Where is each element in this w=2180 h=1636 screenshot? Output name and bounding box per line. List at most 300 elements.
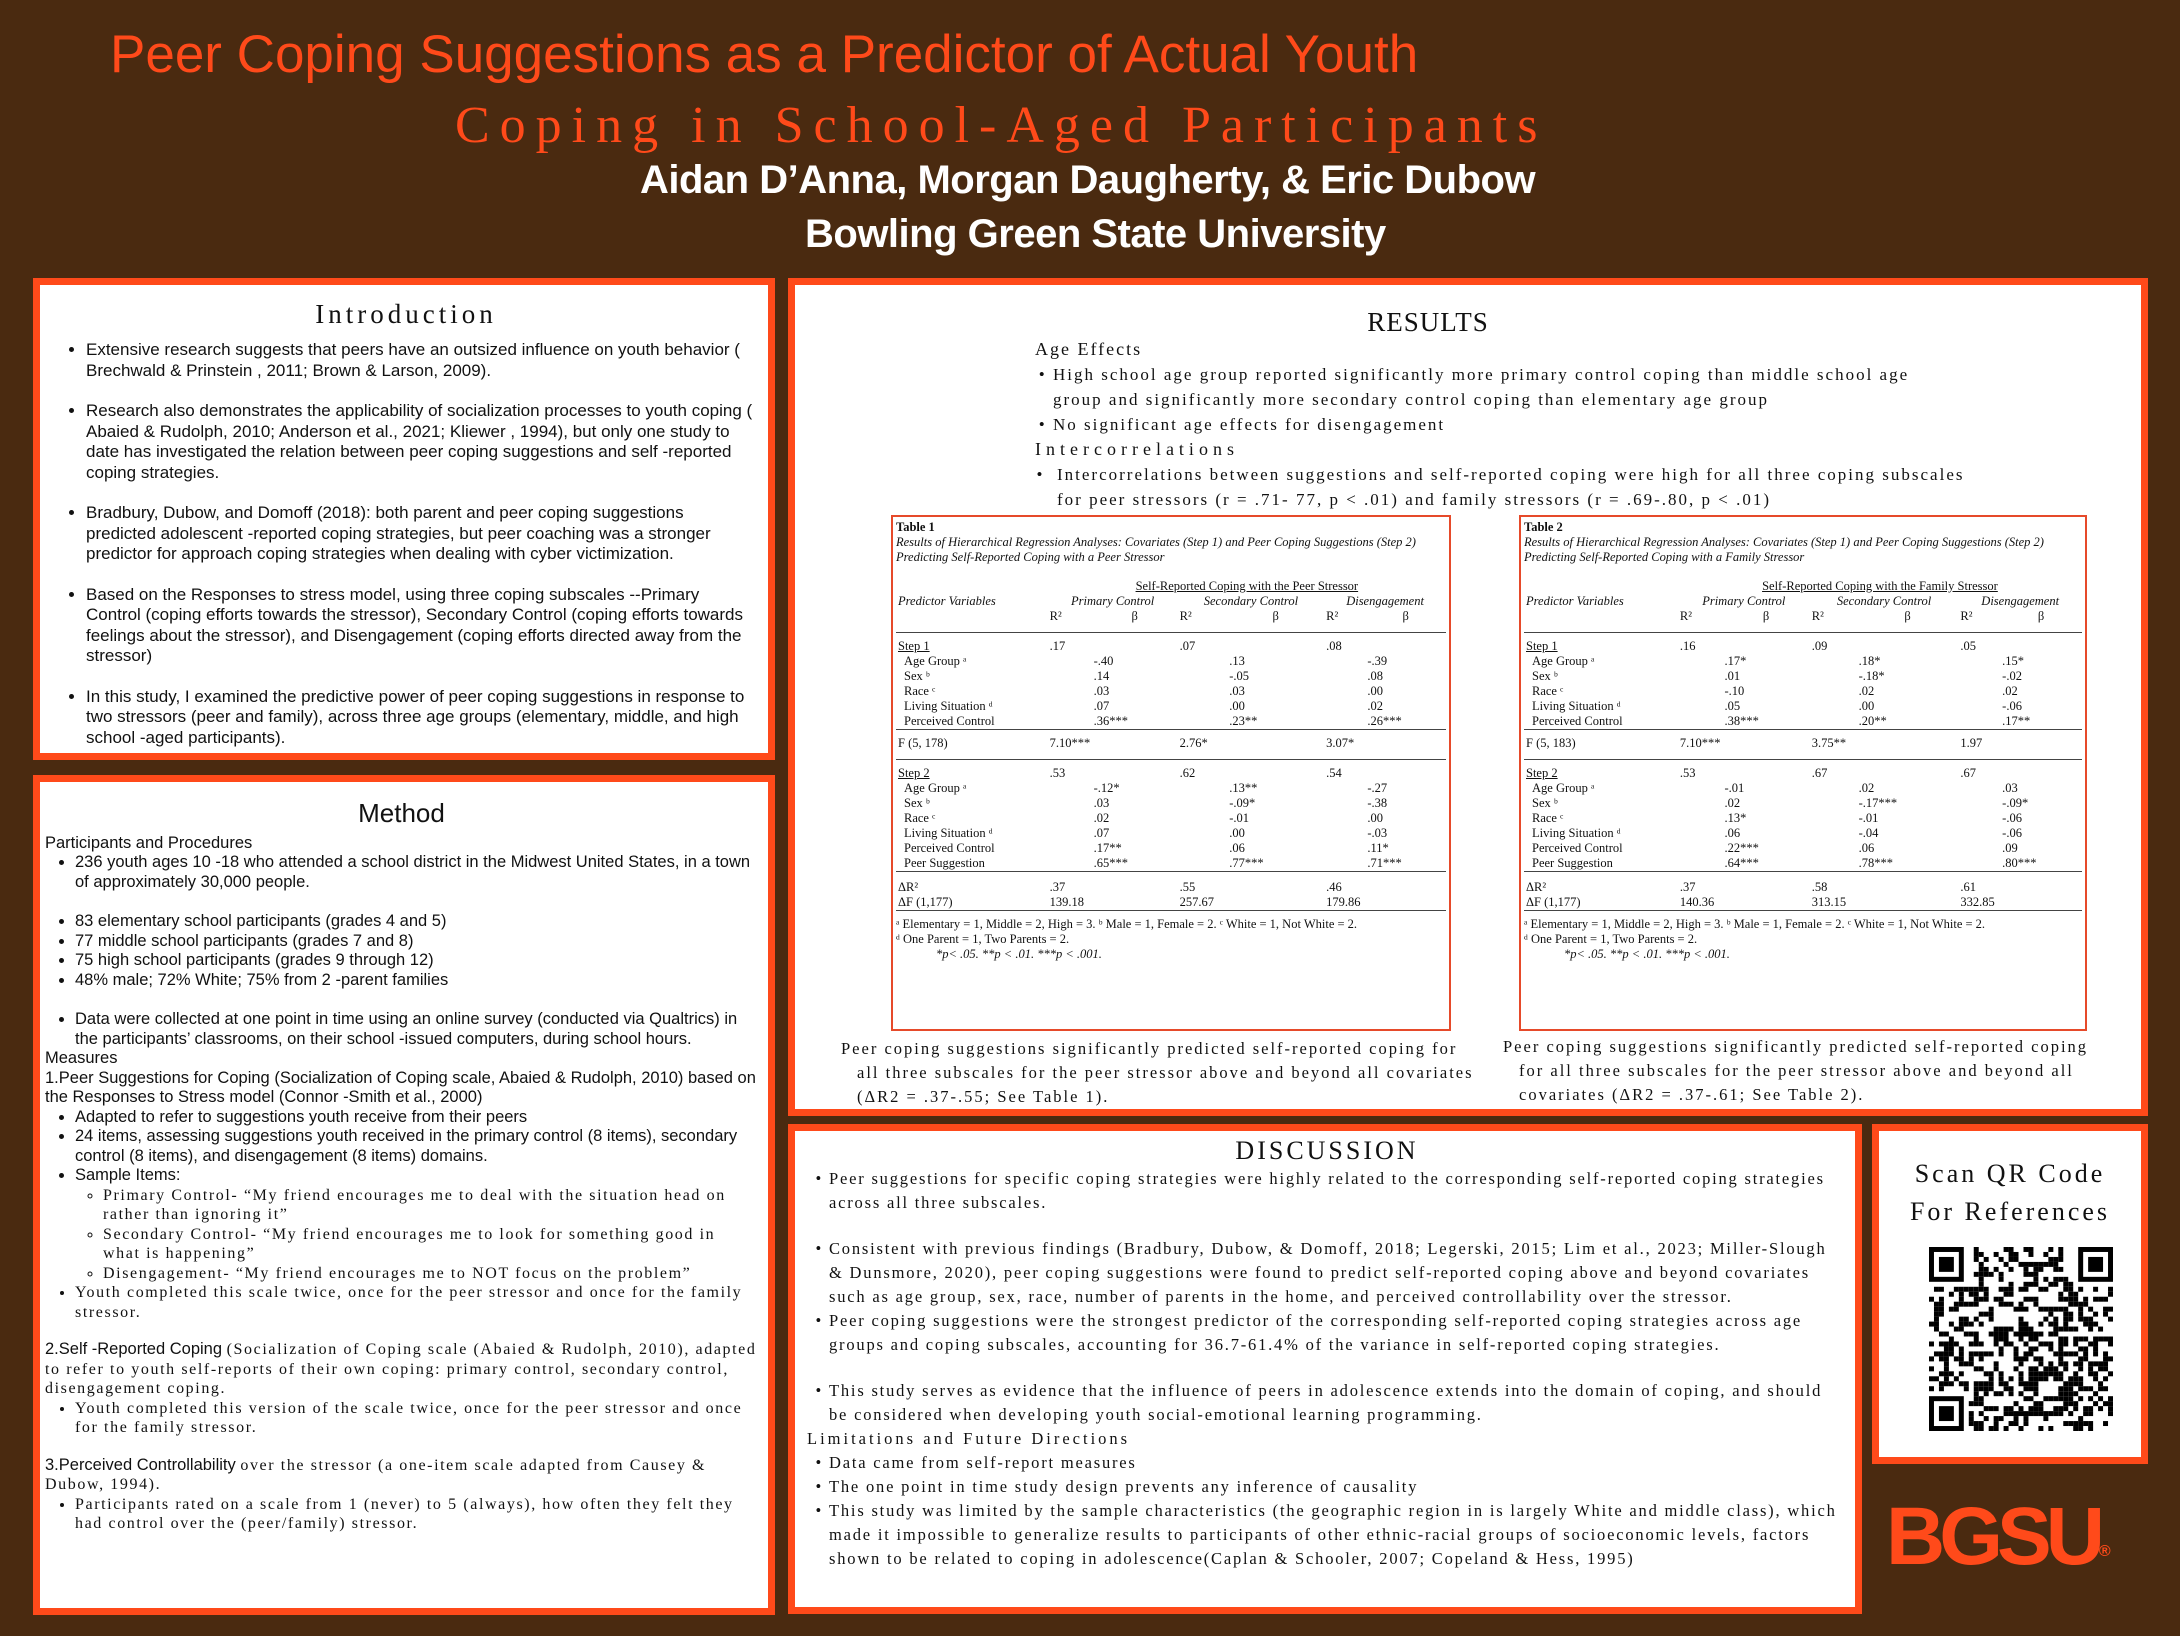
table-cell: .02 [1093,811,1110,825]
list-item: ◦ Primary Control- “My friend encourages me to deal with the situation head on rather than ignoring it” [103,1186,758,1225]
title-line-1: Peer Coping Suggestions as a Predictor of Actual Youth [110,25,1419,84]
table-cell [1678,856,1723,872]
table-cell: .61 [1958,872,2082,896]
table-cell: 3.07* [1324,730,1446,760]
table-cell [1048,714,1092,730]
age-effects-heading: Age Effects [1035,339,1143,359]
table-cell: β [1402,609,1409,623]
table-cell [1678,654,1723,669]
table-2-label: Table 2 [1524,520,1563,534]
bgsu-logo [1886,1490,2111,1582]
discussion-panel [788,1124,1862,1614]
measure-1-bullets [45,1108,758,1186]
table-row [1524,684,2082,699]
table-cell: Perceived Control [1532,841,1623,855]
table-row [1524,826,2082,841]
table-row [896,699,1446,714]
table-cell [1958,841,2000,856]
list-item: • Data were collected at one point in time using an online survey (conducted via Qualtrics) in the participants’ classrooms, on their school -issued computers, during school hours. [75,1010,758,1049]
table-cell: -.01 [1724,781,1745,795]
table-cell: Race ᶜ [904,811,936,825]
table-cell [1227,633,1324,655]
measure-1-samples [45,1186,758,1284]
table-cell [1324,811,1365,826]
table-cell: .03 [1093,796,1110,810]
table-cell: Step 1 [896,633,1048,655]
table-row [896,872,1446,896]
table-cell [1810,811,1857,826]
table-cell [1178,811,1228,826]
table-cell: .80*** [2002,856,2037,870]
table-cell [1958,684,2000,699]
table-row [896,669,1446,684]
measure-2-bullets [45,1399,758,1438]
table-row [1524,730,2082,760]
table-row [1524,781,2082,796]
table-cell: ΔR² [896,872,1048,896]
table-1 [891,515,1451,1031]
table-cell: .67 [1958,760,2000,782]
table-cell: .65*** [1093,856,1129,870]
list-item: • This study serves as evidence that the influence of peers in adolescence extends into the domain of coping, and should be considered when developing youth social-emotional learning programming. [829,1379,1847,1427]
table-cell: .23** [1229,714,1258,728]
table-cell [1178,669,1228,684]
list-item: • The one point in time study design prevents any inference of causality [829,1475,1847,1499]
table-row [896,826,1446,841]
table-row [1524,654,2082,669]
table-cell: Self-Reported Coping with the Peer Stressor [1135,579,1359,593]
table-cell [896,609,1048,633]
list-item: • In this study, I examined the predictive power of peer coping suggestions in response to two stressors (peer and family), across three age groups (elementary, middle, and high school -aged participants). [86,687,754,749]
table-cell [1178,781,1228,796]
table-row [1524,796,2082,811]
table-cell [1678,781,1723,796]
table-cell: .00 [1229,699,1245,713]
table-cell: Living Situation ᵈ [904,699,993,713]
list-item: • Consistent with previous findings (Bradbury, Dubow, & Domoff, 2018; Legerski, 2015; Lim et al., 2023; Miller-Slough & Dunsmore, 2020), peer coping suggestions were found to predict self-reported coping above and beyond covariates such as age group, sex, race, number of parents in the home, and perceived controllability over the stressor. [829,1237,1847,1309]
method-panel [33,775,775,1615]
table-cell: -.05 [1229,669,1249,683]
table-cell [1048,796,1092,811]
table-cell [1678,669,1723,684]
table-cell: 179.86 [1326,895,1361,909]
table-cell: .00 [1229,826,1245,840]
table-cell [1810,856,1857,872]
table-cell: .05 [1958,633,2000,655]
table-cell: F (5, 183) [1524,730,1678,760]
table-cell: .11* [1367,841,1389,855]
table-cell [1810,796,1857,811]
list-item: ◦ Secondary Control- “My friend encourages me to look for something good in what is happening” [103,1225,758,1264]
table-cell: Peer Suggestion [904,856,985,870]
measure-2-desc: (Socialization of Coping scale (Abaied & Rudolph, 2010), adapted to refer to youth self-reports of their own coping: primary control, secondary control, disengagement coping. [45,1341,757,1397]
table-row [896,895,1446,911]
limitations-heading: Limitations and Future Directions [807,1429,1131,1448]
poster-header [0,0,2180,270]
table-cell: .06 [1229,841,1245,855]
table-cell: -.39 [1367,654,1388,668]
table-cell [1048,654,1092,669]
table-cell: -.12* [1093,781,1120,795]
table-cell: .37 [1678,872,1810,896]
measures-heading: Measures [45,1049,118,1067]
table-cell: .05 [1724,699,1741,713]
table-cell: 2.76* [1178,730,1325,760]
table-cell: .20** [1858,714,1887,728]
table-cell: .16 [1678,633,1723,655]
table-cell [1324,856,1365,872]
table-cell [1958,811,2000,826]
table-cell [1324,841,1365,856]
table-cell [1324,684,1365,699]
table-cell: .55 [1178,872,1325,896]
table-cell: .38*** [1724,714,1759,728]
table-cell: R² [1960,609,1973,623]
table-cell [1678,796,1723,811]
table-cell: Sex ᵇ [904,669,930,683]
authors: Aidan D’Anna, Morgan Daugherty, & Eric Dubow [640,158,1536,202]
table-cell [1678,811,1723,826]
table-cell: .13** [1229,781,1258,795]
table-cell: .07 [1093,826,1110,840]
table-cell [1678,841,1723,856]
table-cell [1048,684,1092,699]
table-cell: Living Situation ᵈ [1532,826,1621,840]
table-row [1524,811,2082,826]
table-cell: .03 [1229,684,1245,698]
discussion-title: DISCUSSION [1235,1136,1419,1165]
list-item: • 236 youth ages 10 -18 who attended a school district in the Midwest United States, in a town of approximately 30,000 people. [75,853,758,892]
table-1-note-2: ᵈ One Parent = 1, Two Parents = 2. [896,932,1070,946]
table-cell [1958,796,2000,811]
limitations-bullets [807,1451,1847,1571]
table-row [896,633,1446,655]
table-cell: 313.15 [1811,895,1847,909]
table-2 [1519,515,2087,1031]
table-2-note-1: ᵃ Elementary = 1, Middle = 2, High = 3. ᵇ Male = 1, Female = 2. ᶜ White = 1, Not White = 2. [1524,917,1986,931]
table-cell: .02 [2002,684,2018,698]
table-cell: R² [1179,609,1192,623]
list-item: • Bradbury, Dubow, and Domoff (2018): both parent and peer coping suggestions predicted adolescent -reported coping strategies, but peer coaching was a stronger predictor for approach coping strategies when dealing with cyber victimization. [86,503,754,565]
table-cell [1810,714,1857,730]
table-cell [1178,796,1228,811]
table-cell [1178,826,1228,841]
measure-1-last-item: • Youth completed this scale twice, once for the peer stressor and once for the family stressor. [75,1283,758,1322]
table-row [896,841,1446,856]
participants-list-3 [45,1010,758,1049]
table-cell [2000,760,2082,782]
table-cell: 3.75** [1810,730,1959,760]
table-cell [1958,781,2000,796]
table-row [1524,872,2082,896]
table-cell [1178,699,1228,714]
table-cell: 257.67 [1179,895,1215,909]
table-cell [1958,654,2000,669]
table-cell: .71*** [1367,856,1402,870]
table-cell: .78*** [1858,856,1894,870]
table-row [1524,856,2082,872]
table-cell: -.27 [1367,781,1388,795]
table-cell: ΔR² [1524,872,1678,896]
list-item: • 24 items, assessing suggestions youth received in the primary control (8 items), secondary control (8 items), and disengagement (8 items) domains. [75,1127,758,1166]
table-cell [1810,684,1857,699]
intercorrelations-bullets [1035,462,1965,512]
table-cell [1365,633,1446,655]
table-cell: .26*** [1367,714,1402,728]
table-row [1524,699,2082,714]
list-item: • Adapted to refer to suggestions youth receive from their peers [75,1108,758,1128]
table-cell: .77*** [1229,856,1264,870]
table-cell [1324,669,1365,684]
table-cell: .06 [1724,826,1741,840]
list-item: • Participants rated on a scale from 1 (never) to 5 (always), how often they felt they had control over the (peer/family) stressor. [75,1495,758,1534]
table-cell [1958,699,2000,714]
table-cell [1722,760,1809,782]
table-row [896,730,1446,760]
table-cell [1524,579,1678,594]
table-cell: F (5, 178) [896,730,1048,760]
table-row [1524,609,2082,633]
table-cell: Age Group ᵃ [904,781,967,795]
table-cell: .22*** [1724,841,1759,855]
table-cell: Living Situation ᵈ [1532,699,1621,713]
table-row [896,594,1446,609]
results-text [1035,337,1965,512]
table-cell: .00 [1367,684,1383,698]
table-cell: -.17*** [1858,796,1898,810]
table-row [1524,895,2082,911]
list-item: • This study was limited by the sample characteristics (the geographic region in is largely White and middle class), which made it impossible to generalize results to participants of other ethnic-racial groups of socioeconomic levels, factors shown to be related to coping in adolescence(Caplan & Schooler, 2007; Copeland & Hess, 1995) [829,1499,1847,1571]
measure-3 [45,1456,758,1495]
table-row [1524,760,2082,782]
table-cell: .64*** [1724,856,1759,870]
table-cell: ΔF (1,177) [898,895,953,909]
measure-1 [45,1069,758,1108]
table-1-finding-text: Peer coping suggestions significantly predicted self-reported coping for all three subscales for the peer stressor above and beyond all covariates (ΔR2 = .37-.55; See Table 1). [841,1039,1474,1106]
table-row [1524,669,2082,684]
table-row [896,609,1446,633]
table-row [896,911,1446,916]
table-cell [1958,856,2000,872]
table-cell: 139.18 [1049,895,1085,909]
table-cell [1524,609,1678,633]
table-cell: .17* [1724,654,1747,668]
table-cell: .53 [1678,760,1723,782]
table-cell: 1.97 [1958,730,2082,760]
table-row [896,684,1446,699]
measure-3-title: 3.Perceived Controllability [45,1455,236,1474]
table-cell [1722,633,1809,655]
table-cell [1810,669,1857,684]
table-cell: Secondary Control [1836,594,1932,608]
table-cell: .54 [1324,760,1365,782]
title-line-2: Coping in School-Aged Participants [455,97,1548,154]
table-cell: Age Group ᵃ [904,654,967,668]
method-title: Method [358,798,445,828]
table-cell: -.06 [2002,811,2022,825]
table-row [1524,633,2082,655]
table-cell: .00 [1858,699,1875,713]
table-1-grid [896,579,1446,915]
table-cell: Perceived Control [904,841,995,855]
introduction-bullets [58,340,754,748]
table-cell: R² [1049,609,1062,623]
table-cell [1958,826,2000,841]
qr-line-1: Scan QR Code [1914,1159,2106,1188]
qr-line-2: For References [1909,1197,2111,1226]
table-2-note-2: ᵈ One Parent = 1, Two Parents = 2. [1524,932,1698,946]
measure-2 [45,1340,758,1399]
table-cell: .02 [1858,684,1875,698]
table-row [896,811,1446,826]
participants-list-2 [45,912,758,990]
table-cell: .09 [2002,841,2018,855]
table-cell: .18* [1858,654,1881,668]
list-item: • Intercorrelations between suggestions and self-reported coping were high for all three coping subscales for peer stressors (r = .71- 77, p < .01) and family stressors (r = .69-.80, p < .01) [1057,462,1965,512]
table-cell: ΔF (1,177) [1526,895,1581,909]
table-cell [1958,669,2000,684]
table-cell: Race ᶜ [1532,684,1564,698]
table-cell: R² [1326,609,1339,623]
table-cell: Perceived Control [904,714,995,728]
table-cell: -.01 [1858,811,1879,825]
table-cell: .07 [1178,633,1228,655]
university: Bowling Green State University [805,212,1386,256]
intercorrelations-heading: Intercorrelations [1035,439,1239,459]
table-cell: Step 2 [896,760,1048,782]
table-cell [1678,684,1723,699]
table-cell: -.09* [1229,796,1256,810]
table-cell: β [2037,609,2045,623]
table-1-label: Table 1 [896,520,935,534]
table-2-finding [1503,1035,2103,1107]
table-cell [1324,714,1365,730]
table-cell [1178,856,1228,872]
table-cell: .03 [1093,684,1110,698]
table-cell: -.01 [1229,811,1249,825]
table-cell: 7.10*** [1048,730,1178,760]
table-cell: .36*** [1093,714,1129,728]
list-item: • Peer coping suggestions were the strongest predictor of the corresponding self-reported coping strategies across age groups and coping subscales, accounting for 36.7-61.4% of the variance in self-reported coping strategies. [829,1309,1847,1357]
table-cell: Sex ᵇ [1532,669,1558,683]
qr-code-icon[interactable] [1929,1247,2113,1431]
list-item: • Data came from self-report measures [829,1451,1847,1475]
table-cell: .02 [1367,699,1383,713]
table-cell: Step 2 [1524,760,1678,782]
table-cell [1810,781,1857,796]
table-cell [1048,811,1092,826]
table-row [1524,714,2082,730]
list-item: • 75 high school participants (grades 9 through 12) [75,951,758,971]
table-cell [896,911,1446,916]
table-cell [1857,633,1959,655]
measure-3-bullets [45,1495,758,1534]
table-cell: .08 [1324,633,1365,655]
table-cell: .13* [1724,811,1747,825]
table-cell [1678,699,1723,714]
table-cell: .37 [1048,872,1178,896]
table-cell: -.04 [1858,826,1879,840]
table-cell [1178,654,1228,669]
table-cell: .13 [1229,654,1245,668]
table-1-finding [841,1037,1481,1109]
table-cell: Sex ᵇ [904,796,930,810]
table-cell: Step 1 [1524,633,1678,655]
discussion-bullets-1 [807,1167,1847,1215]
table-row [1524,911,2082,916]
list-item: • Sample Items: [75,1166,758,1186]
table-cell [1958,714,2000,730]
table-cell [1092,633,1178,655]
table-cell [1524,911,2082,916]
table-row [896,714,1446,730]
table-cell [1810,826,1857,841]
table-cell [1324,699,1365,714]
table-cell [1324,826,1365,841]
table-cell: β [1131,609,1138,623]
table-cell: Primary Control [1702,594,1786,608]
table-cell: Disengagement [1346,594,1424,608]
list-item: • Youth completed this version of the scale twice, once for the peer stressor and once for the family stressor. [75,1399,758,1438]
table-cell: -.18* [1858,669,1885,683]
table-cell: .00 [1367,811,1383,825]
table-cell: Age Group ᵃ [1532,654,1595,668]
list-item: • Research also demonstrates the applicability of socialization processes to youth coping ( Abaied & Rudolph, 2010; Anderson et al., 2021; Kliewer , 1994), but only one study to date has investigated the relation between peer coping suggestions and self -reported coping strategies. [86,401,754,483]
discussion-bullets-3 [807,1379,1847,1427]
table-cell: Self-Reported Coping with the Family Stressor [1762,579,1998,593]
table-cell: .46 [1324,872,1446,896]
list-item: • High school age group reported significantly more primary control coping than middle school age group and significantly more secondary control coping than elementary age group [1053,362,1965,412]
table-cell [1810,654,1857,669]
table-cell: .58 [1810,872,1959,896]
list-item: • No significant age effects for disengagement [1053,412,1965,437]
table-row [1524,841,2082,856]
table-cell: .06 [1858,841,1875,855]
table-cell: 332.85 [1960,895,1995,909]
table-cell [1857,760,1959,782]
list-item: • 77 middle school participants (grades 7 and 8) [75,932,758,952]
table-cell [1178,841,1228,856]
table-cell [1048,669,1092,684]
measure-1-title: 1.Peer Suggestions for Coping [45,1068,270,1087]
table-row [896,760,1446,782]
table-cell: .01 [1724,669,1741,683]
table-cell: Secondary Control [1203,594,1299,608]
table-cell [1048,826,1092,841]
introduction-title: Introduction [315,299,497,329]
table-cell: .02 [1724,796,1741,810]
table-cell: β [1762,609,1770,623]
table-cell: .17 [1048,633,1092,655]
table-cell: Age Group ᵃ [1532,781,1595,795]
table-cell [1678,714,1723,730]
table-cell: .17** [1093,841,1122,855]
table-cell: -.09* [2002,796,2029,810]
table-cell: -.02 [2002,669,2022,683]
table-cell: Predictor Variables [898,594,996,608]
table-cell: Race ᶜ [1532,811,1564,825]
table-cell: -.06 [2002,826,2022,840]
table-row [896,579,1446,594]
table-cell [1324,654,1365,669]
table-cell: Perceived Control [1532,714,1623,728]
table-cell [1178,714,1228,730]
table-cell [2000,633,2082,655]
age-effects-bullets [1035,362,1965,437]
table-cell: -.06 [2002,699,2022,713]
measure-2-title: 2.Self -Reported Coping [45,1340,223,1358]
table-2-caption: Results of Hierarchical Regression Analyses: Covariates (Step 1) and Peer Coping Suggestions (Step 2) Predicting Self-Reported Coping with a Family Stressor [1524,535,2044,564]
